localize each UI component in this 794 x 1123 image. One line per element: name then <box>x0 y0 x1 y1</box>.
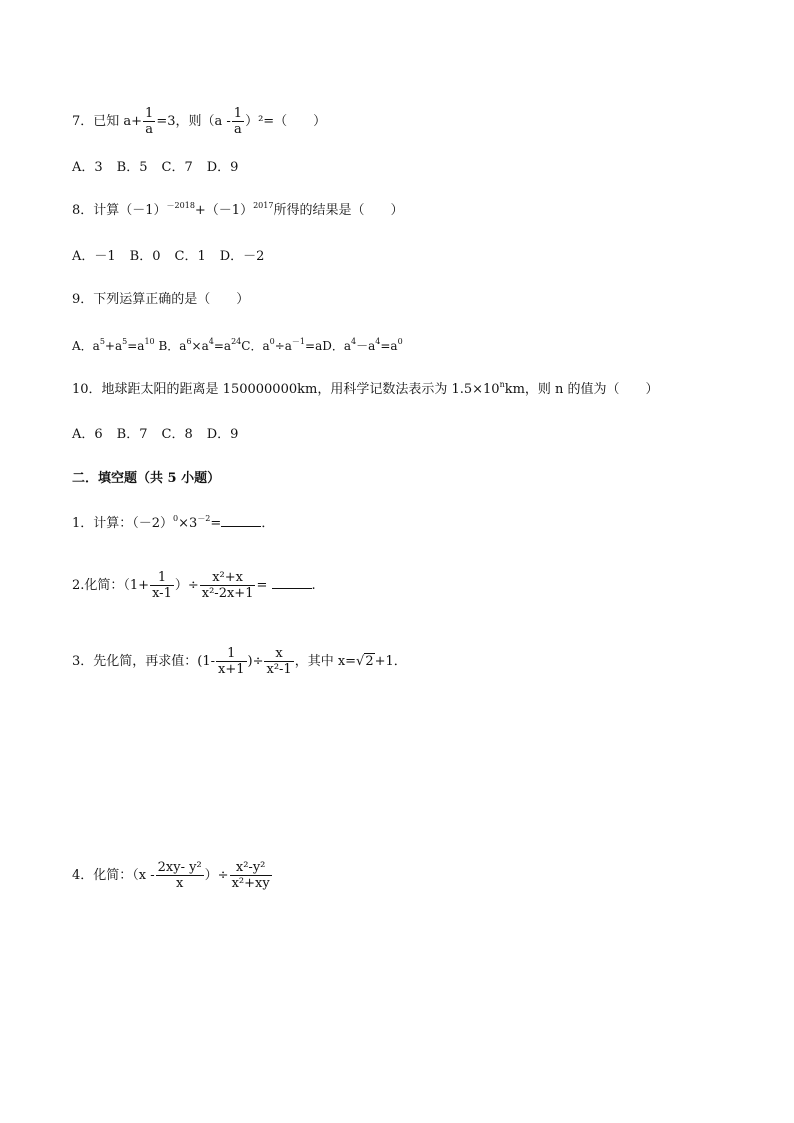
option-b: B．0 <box>129 249 161 264</box>
option-b: B．7 <box>116 427 148 442</box>
fraction: $\frac{1}{x+1}$ <box>218 646 245 677</box>
option-a: A．3 <box>72 160 103 175</box>
fraction: $\frac{1}{x-1}$ <box>152 570 172 601</box>
question-10: 10．地球距太阳的距离是 150000000km，用科学记数法表示为 $1.5\times 10^nkm$，则 n 的值为（ ） <box>72 380 659 397</box>
question-8-options <box>72 249 278 265</box>
answer-blank <box>272 578 312 589</box>
fraction: $\frac{x}{\text{x²-1}}$ <box>266 646 292 677</box>
fraction: $\frac{\text{x²-y²}}{\text{x²+xy}}$ <box>231 860 270 891</box>
answer-blank <box>221 516 261 527</box>
question-7: 7．已知 a+ $\frac{1}{a}$ =3，则（a - $\frac{1}{a}$ ）²=（ ） <box>72 106 327 137</box>
question-9: 9．下列运算正确的是（ ） <box>72 292 250 307</box>
fraction: $\frac{\text{2xy- y²}}{x}$ <box>157 860 202 891</box>
option-c: C．7 <box>161 160 193 175</box>
option-a: A．$a^5+a^5=a^{10}$ <box>72 337 155 353</box>
option-d: D．－2 <box>219 249 265 264</box>
fraction: $\frac{\text{x²+x}}{\text{x²-2x+1}}$ <box>201 570 254 601</box>
fill-question-4: 4．化简：（x - $\frac{\text{2xy- y²}}{x}$ ）÷ $\frac{\text{x²-y²}}{\text{x²+xy}}$ <box>72 860 270 891</box>
question-7-options <box>72 160 252 176</box>
fraction: $\frac{1}{a}$ <box>145 106 154 137</box>
sqrt-radicand: 2 <box>365 654 374 669</box>
option-c: C．8 <box>161 427 193 442</box>
fraction: $\frac{1}{a}$ <box>233 106 243 137</box>
section-title: 二．填空题（共 5 小题） <box>72 471 221 486</box>
option-c: C．$a^0\div a^{-1}=a$ <box>241 337 323 353</box>
option-a: A．－1 <box>72 249 116 264</box>
option-c: C．1 <box>174 249 206 264</box>
option-d: D．$a^4-a^4=a^0$ <box>322 337 403 353</box>
fill-question-3: 3．先化简，再求值：(1- $\frac{1}{x+1}$ )÷ $\frac{x}{\text{x²-1}}$ ，其中 x=√2+1． <box>72 646 407 677</box>
option-d: D．9 <box>206 427 239 442</box>
option-b: B．$a^6\times a^4=a^{24}$ <box>158 337 242 353</box>
option-a: A．6 <box>72 427 103 442</box>
fill-question-2: 2.化简：（1+ $\frac{1}{x-1}$ ）÷ $\frac{\text{x²+x}}{\text{x²-2x+1}}$ = . <box>72 570 316 601</box>
question-10-options <box>72 427 252 443</box>
question-8: 8．计算$(-1)^{-2018}+(-1)^{2017}$所得的结果是（ ） <box>72 201 404 218</box>
fill-question-1: 1．计算：$(-2)^0\times 3^{-2}=$ ． <box>72 514 275 531</box>
question-9-options <box>72 338 403 354</box>
option-d: D．9 <box>206 160 239 175</box>
option-b: B．5 <box>116 160 148 175</box>
